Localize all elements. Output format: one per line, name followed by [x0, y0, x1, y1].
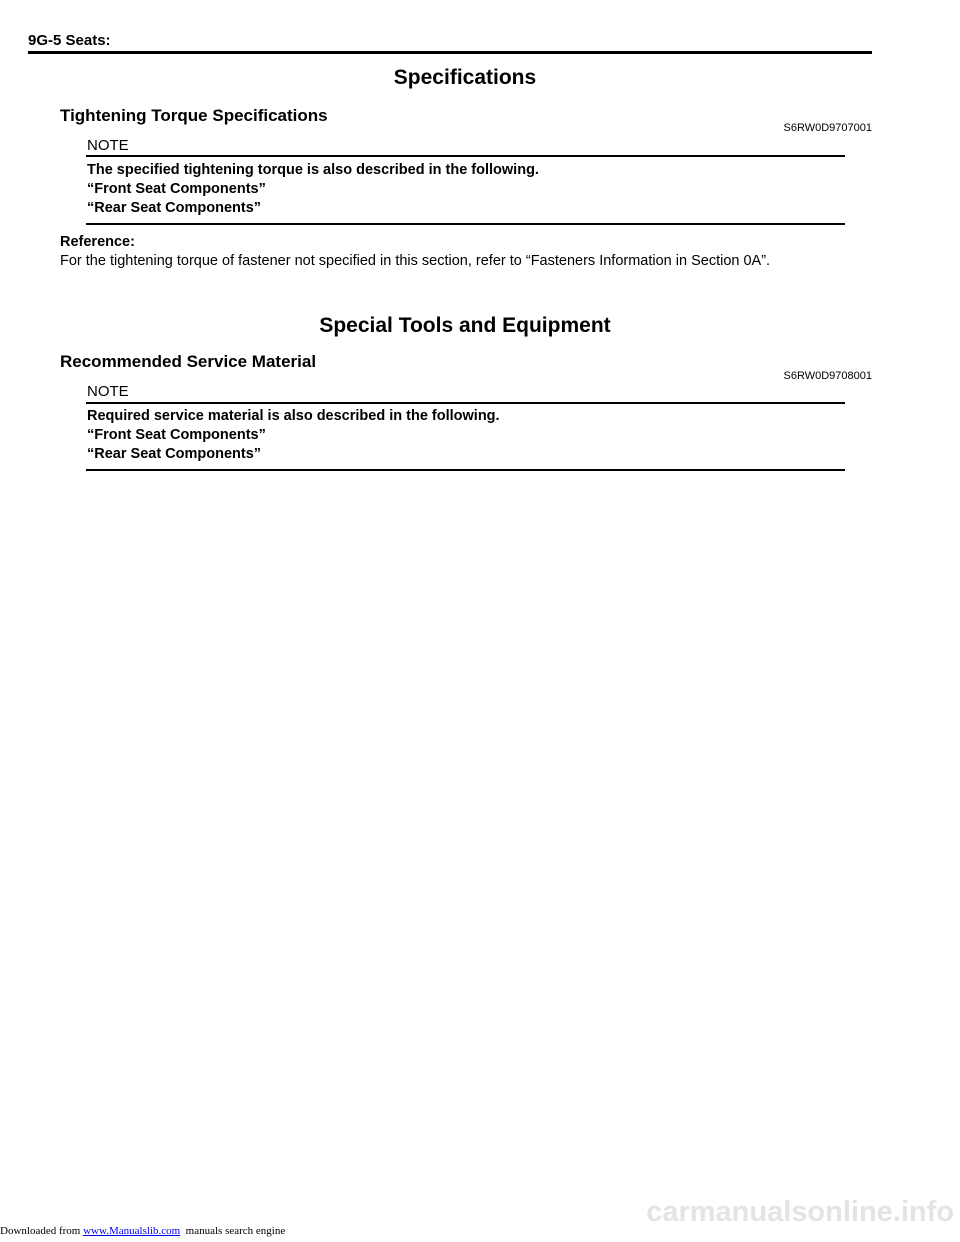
footer-suffix: manuals search engine — [180, 1225, 286, 1237]
note-top-rule — [86, 402, 845, 404]
section-code: S6RW0D9707001 — [783, 122, 872, 134]
note-label: NOTE — [87, 383, 129, 400]
download-footer — [0, 1225, 285, 1237]
reference-text: For the tightening torque of fastener not specified in this section, refer to “Fasteners Information in Section 0A”. — [60, 253, 771, 269]
footer-prefix: Downloaded from — [0, 1225, 84, 1237]
subheading-recommended-service-material: Recommended Service Material — [60, 352, 317, 371]
subheading-tightening-torque: Tightening Torque Specifications — [60, 106, 328, 125]
note-line: “Rear Seat Components” — [87, 446, 262, 462]
page-header: 9G-5 Seats: — [28, 32, 111, 49]
reference-title: Reference: — [60, 234, 135, 250]
header-rule — [28, 51, 872, 54]
note-line: Required service material is also described in the following. — [87, 408, 500, 424]
section-title-specifications: Specifications — [393, 66, 537, 89]
note-top-rule — [86, 155, 845, 157]
watermark: carmanualsonline.info — [646, 1196, 954, 1228]
note-line: “Rear Seat Components” — [87, 200, 262, 216]
note-line: “Front Seat Components” — [87, 181, 266, 197]
note-line: The specified tightening torque is also described in the following. — [87, 162, 539, 178]
note-label: NOTE — [87, 137, 129, 154]
manualslib-link[interactable]: www.Manualslib.com — [83, 1225, 181, 1237]
section-code: S6RW0D9708001 — [783, 370, 872, 382]
note-bottom-rule — [86, 223, 845, 225]
note-bottom-rule — [86, 469, 845, 471]
note-line: “Front Seat Components” — [87, 427, 266, 443]
section-title-special-tools: Special Tools and Equipment — [319, 314, 611, 337]
